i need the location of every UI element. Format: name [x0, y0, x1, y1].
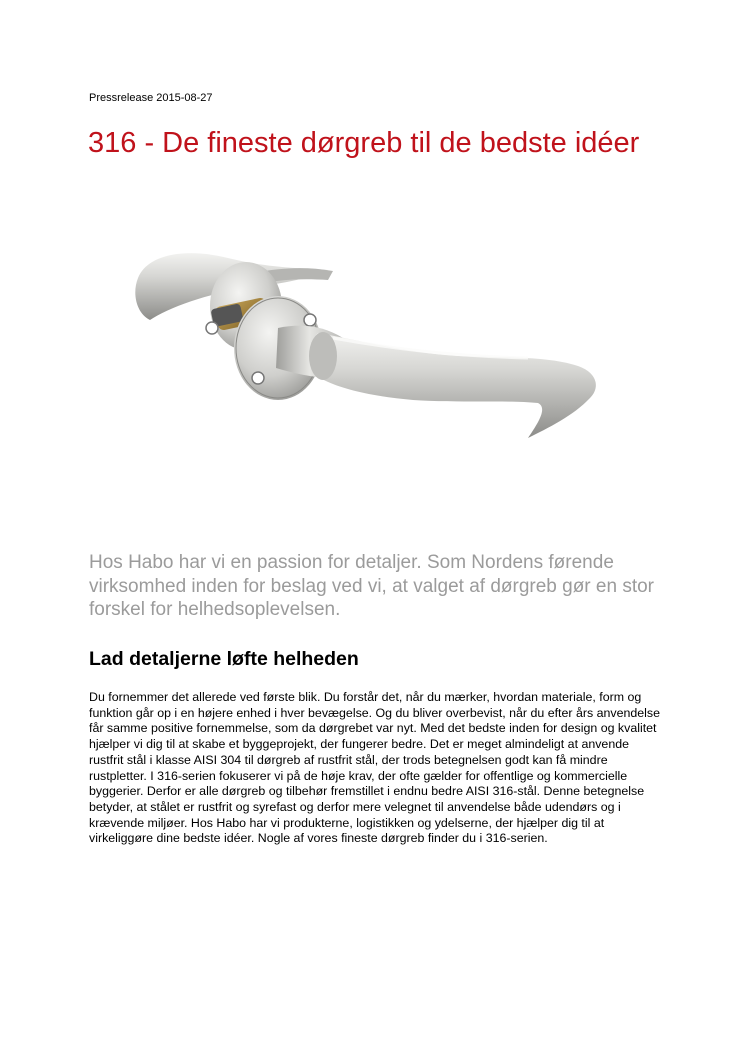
body-paragraph: Du fornemmer det allerede ved første blik. Du forstår det, når du mærker, hvordan materiale, form og funktion går op i en højere enhed i hver bevægelse. Og du bliver overbevist, når du efter års anvendelse får samme positive fornemmelse, som da dørgrebet var nyt. Med det bedste inden for design og kvalitet hjælper vi dig til at skabe et byggeprojekt, der fungerer bedre. Det er meget almindeligt at anvende rustfrit stål i klasse AISI 304 til dørgreb af rustfrit stål, der trods betegnelsen godt kan få mindre rustpletter. I 316-serien fokuserer vi på de høje krav, der ofte gælder for offentlige og kommercielle byggerier. Derfor er alle dørgreb og tilbehør fremstillet i endnu bedre AISI 316-stål. Denne betegnelse betyder, at stålet er rustfrit og syrefast og derfor mere velegnet til anvendelse både udendørs og i krævende miljøer. Hos Habo har vi produkterne, logistikken og ydelserne, der hjælper dig til at virkeliggøre dine bedste idéer. Nogle af vores fineste dørgreb finder du i 316-serien. — [89, 690, 660, 846]
door-handle-product-image — [128, 228, 608, 478]
section-heading: Lad detaljerne løfte helheden — [89, 648, 359, 670]
press-release-date: Pressrelease 2015-08-27 — [89, 92, 213, 104]
page-title: 316 - De fineste dørgreb til de bedste idéer — [88, 127, 640, 159]
lead-paragraph: Hos Habo har vi en passion for detaljer. Som Nordens førende virksomhed inden for beslag ved vi, at valget af dørgreb gør en stor forskel for helhedsoplevelsen. — [89, 552, 654, 620]
